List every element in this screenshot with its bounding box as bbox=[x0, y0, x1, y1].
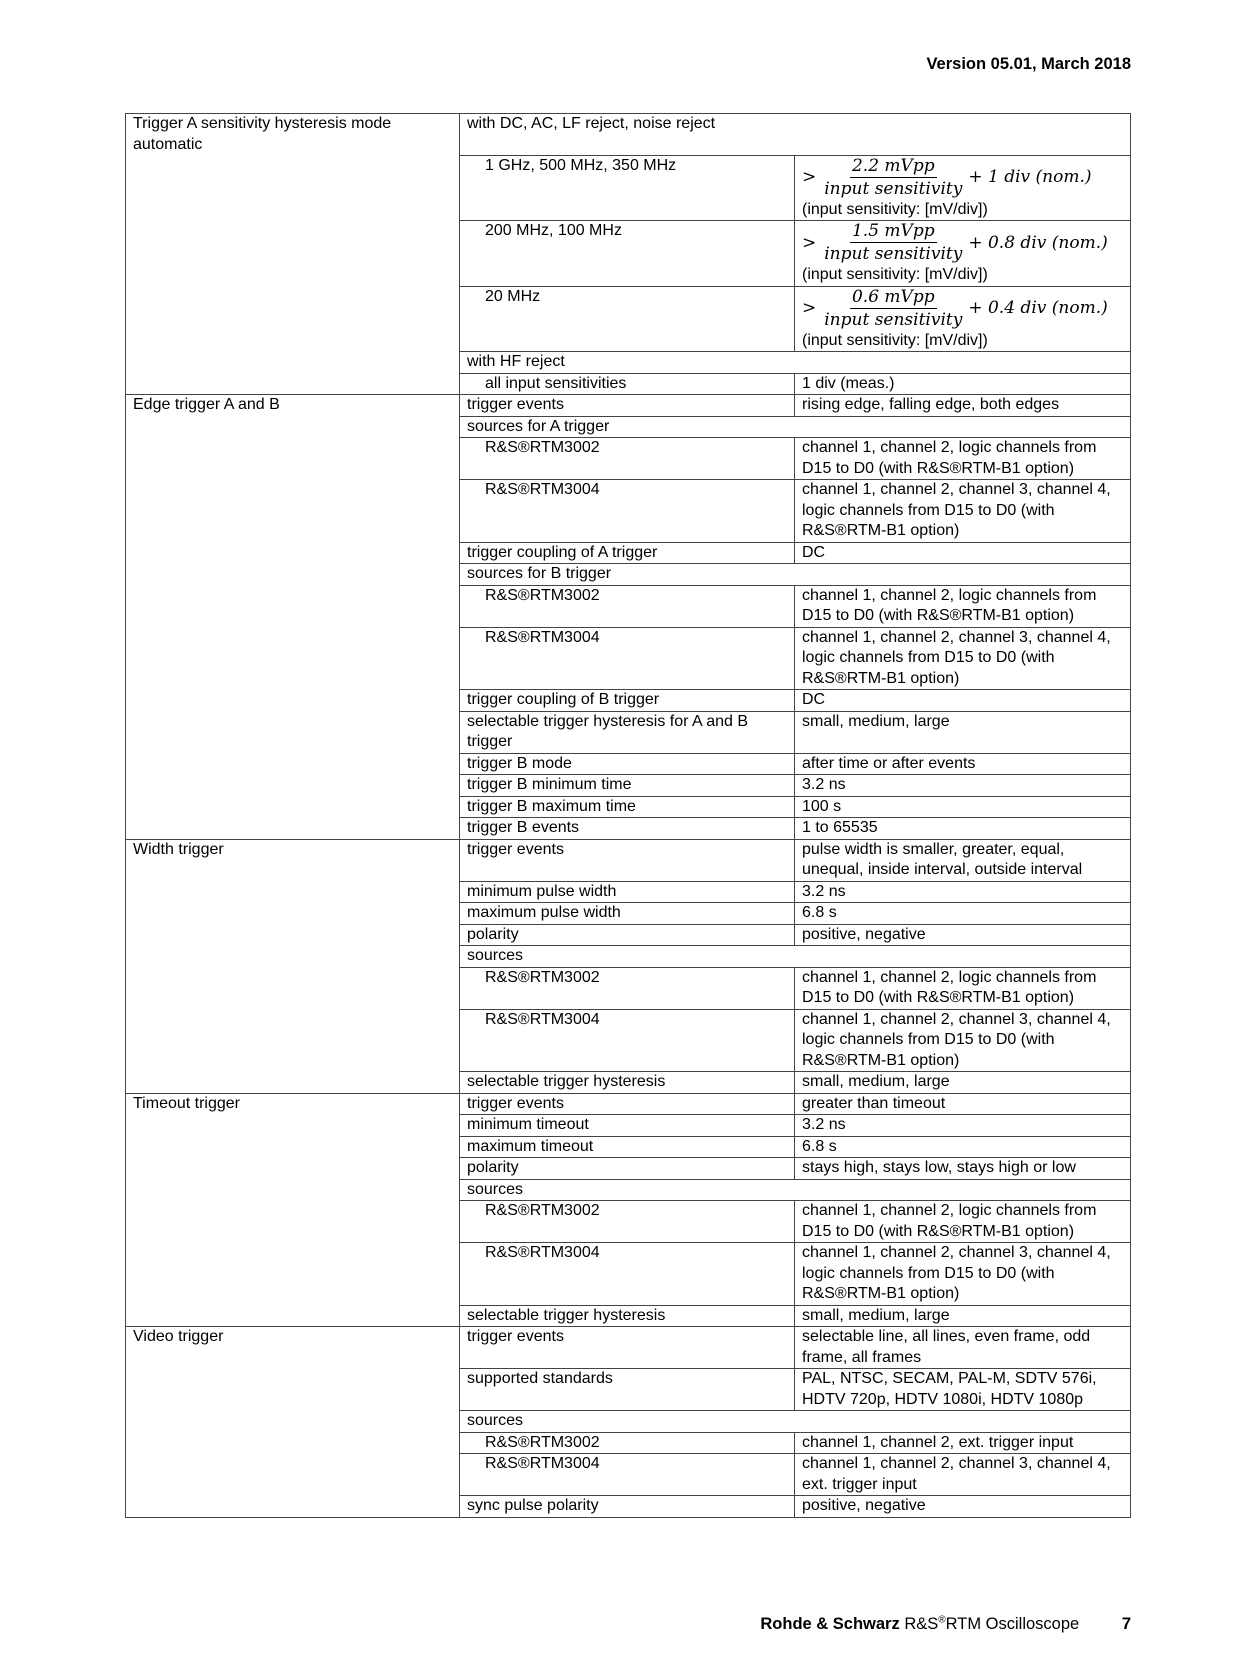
section-label-video: Video trigger bbox=[126, 1327, 460, 1369]
formula-1: > $\frac{\text{2.2 mVpp}}{\text{input sensitivity}}$ + 1 div (nom.) bbox=[802, 155, 1092, 199]
table-row: sync pulse polarity positive, negative bbox=[126, 1496, 1131, 1518]
table-row: R&S®RTM3002 channel 1, channel 2, logic channels from D15 to D0 (with R&S®RTM-B1 option) bbox=[126, 438, 1131, 480]
table-row: R&S®RTM3004 channel 1, channel 2, channel 3, channel 4, logic channels from D15 to D0 (with R&S®RTM-B1 option) bbox=[126, 1009, 1131, 1072]
table-row: Timeout trigger trigger events greater than timeout bbox=[126, 1093, 1131, 1115]
footer-reg: ® bbox=[938, 1614, 946, 1626]
cell-all-sens-val: 1 div (meas.) bbox=[795, 373, 1131, 395]
table-row: R&S®RTM3002 channel 1, channel 2, logic channels from D15 to D0 (with R&S®RTM-B1 option) bbox=[126, 1201, 1131, 1243]
unit-note: (input sensitivity: [mV/div]) bbox=[802, 200, 988, 218]
formula-denominator: input sensitivity bbox=[824, 244, 963, 264]
footer-company: Rohde & Schwarz bbox=[760, 1615, 900, 1633]
table-row: selectable trigger hysteresis for A and B trigger small, medium, large bbox=[126, 711, 1131, 753]
table-row: sources for A trigger bbox=[126, 416, 1131, 438]
table-row bbox=[126, 286, 1131, 352]
formula-numerator: 1.5 mVpp bbox=[851, 221, 935, 241]
table-row bbox=[126, 155, 1131, 221]
table-row: minimum pulse width 3.2 ns bbox=[126, 881, 1131, 903]
table-row: R&S®RTM3004 channel 1, channel 2, channel 3, channel 4, logic channels from D15 to D0 (with R&S®RTM-B1 option) bbox=[126, 1243, 1131, 1306]
table-row: R&S®RTM3004 channel 1, channel 2, channel 3, channel 4, ext. trigger input bbox=[126, 1454, 1131, 1496]
table-row: R&S®RTM3002 channel 1, channel 2, ext. trigger input bbox=[126, 1432, 1131, 1454]
cell-with-dc: with DC, AC, LF reject, noise reject bbox=[460, 114, 1131, 156]
table-row: R&S®RTM3004 channel 1, channel 2, channel 3, channel 4, logic channels from D15 to D0 (with R&S®RTM-B1 option) bbox=[126, 480, 1131, 543]
table-row: sources bbox=[126, 946, 1131, 968]
cell-all-sens: all input sensitivities bbox=[460, 373, 795, 395]
table-row: sources bbox=[126, 1411, 1131, 1433]
table-row bbox=[126, 221, 1131, 287]
table-row: selectable trigger hysteresis small, medium, large bbox=[126, 1072, 1131, 1094]
table-row: polarity stays high, stays low, stays high or low bbox=[126, 1158, 1131, 1180]
table-row: trigger coupling of A trigger DC bbox=[126, 542, 1131, 564]
table-row: R&S®RTM3002 channel 1, channel 2, logic channels from D15 to D0 (with R&S®RTM-B1 option) bbox=[126, 585, 1131, 627]
table-row: selectable trigger hysteresis small, medium, large bbox=[126, 1305, 1131, 1327]
table-row: Video trigger trigger events selectable line, all lines, even frame, odd frame, all frames bbox=[126, 1327, 1131, 1369]
table-row: sources for B trigger bbox=[126, 564, 1131, 586]
table-row: sources bbox=[126, 1179, 1131, 1201]
header-version: Version 05.01, March 2018 bbox=[926, 55, 1131, 73]
section-label-edge: Edge trigger A and B bbox=[126, 395, 460, 417]
formula-numerator: 2.2 mVpp bbox=[851, 155, 935, 176]
table-row: R&S®RTM3004 channel 1, channel 2, channel 3, channel 4, logic channels from D15 to D0 (with R&S®RTM-B1 option) bbox=[126, 627, 1131, 690]
formula-numerator: 0.6 mVpp bbox=[851, 286, 935, 307]
table-row: R&S®RTM3002 channel 1, channel 2, logic channels from D15 to D0 (with R&S®RTM-B1 option) bbox=[126, 967, 1131, 1009]
table-row: trigger B events 1 to 65535 bbox=[126, 818, 1131, 840]
table-row: trigger B maximum time 100 s bbox=[126, 796, 1131, 818]
table-row: maximum timeout 6.8 s bbox=[126, 1136, 1131, 1158]
formula-denominator: input sensitivity bbox=[824, 178, 963, 199]
cell-formula-3 bbox=[795, 286, 1131, 352]
table-row: supported standards PAL, NTSC, SECAM, PAL-M, SDTV 576i, HDTV 720p, HDTV 1080i, HDTV 1080p bbox=[126, 1369, 1131, 1411]
table-row: trigger B mode after time or after events bbox=[126, 753, 1131, 775]
formula-tail: + 0.4 div (nom.) bbox=[968, 298, 1108, 319]
formula-tail: + 0.8 div (nom.) bbox=[968, 232, 1108, 253]
table-row: minimum timeout 3.2 ns bbox=[126, 1115, 1131, 1137]
table-row bbox=[126, 352, 1131, 374]
table-row bbox=[126, 373, 1131, 395]
formula-2: > $\frac{\text{1.5 mVpp}}{\text{input sensitivity}}$ + 0.8 div (nom.) bbox=[802, 221, 1108, 264]
page-footer bbox=[760, 1615, 1131, 1634]
unit-note: (input sensitivity: [mV/div]) bbox=[802, 331, 988, 349]
section-label-width: Width trigger bbox=[126, 839, 460, 881]
cell-bw1: 1 GHz, 500 MHz, 350 MHz bbox=[460, 155, 795, 221]
spec-table bbox=[125, 113, 1131, 1518]
table-row: Width trigger trigger events pulse width is smaller, greater, equal, unequal, inside interval, outside interval bbox=[126, 839, 1131, 881]
cell-bw2: 200 MHz, 100 MHz bbox=[460, 221, 795, 287]
table-row: trigger B minimum time 3.2 ns bbox=[126, 775, 1131, 797]
footer-brand: R&S bbox=[904, 1615, 939, 1633]
formula-3: > $\frac{\text{0.6 mVpp}}{\text{input sensitivity}}$ + 0.4 div (nom.) bbox=[802, 286, 1108, 330]
section-label-hysteresis: Trigger A sensitivity hysteresis mode automatic bbox=[126, 114, 460, 156]
cell-formula-1 bbox=[795, 155, 1131, 221]
unit-note: (input sensitivity: [mV/div]) bbox=[802, 266, 988, 283]
cell-with-hf: with HF reject bbox=[460, 352, 1131, 374]
cell-formula-2 bbox=[795, 221, 1131, 287]
formula-tail: + 1 div (nom.) bbox=[968, 167, 1092, 188]
page-number: 7 bbox=[1121, 1615, 1131, 1633]
formula-denominator: input sensitivity bbox=[824, 309, 963, 330]
table-row: Edge trigger A and B trigger events rising edge, falling edge, both edges bbox=[126, 395, 1131, 417]
table-row: maximum pulse width 6.8 s bbox=[126, 903, 1131, 925]
cell-bw3: 20 MHz bbox=[460, 286, 795, 352]
footer-product: RTM Oscilloscope bbox=[945, 1615, 1080, 1633]
section-label-timeout: Timeout trigger bbox=[126, 1093, 460, 1115]
table-row: polarity positive, negative bbox=[126, 924, 1131, 946]
table-row bbox=[126, 114, 1131, 156]
table-row: trigger coupling of B trigger DC bbox=[126, 690, 1131, 712]
